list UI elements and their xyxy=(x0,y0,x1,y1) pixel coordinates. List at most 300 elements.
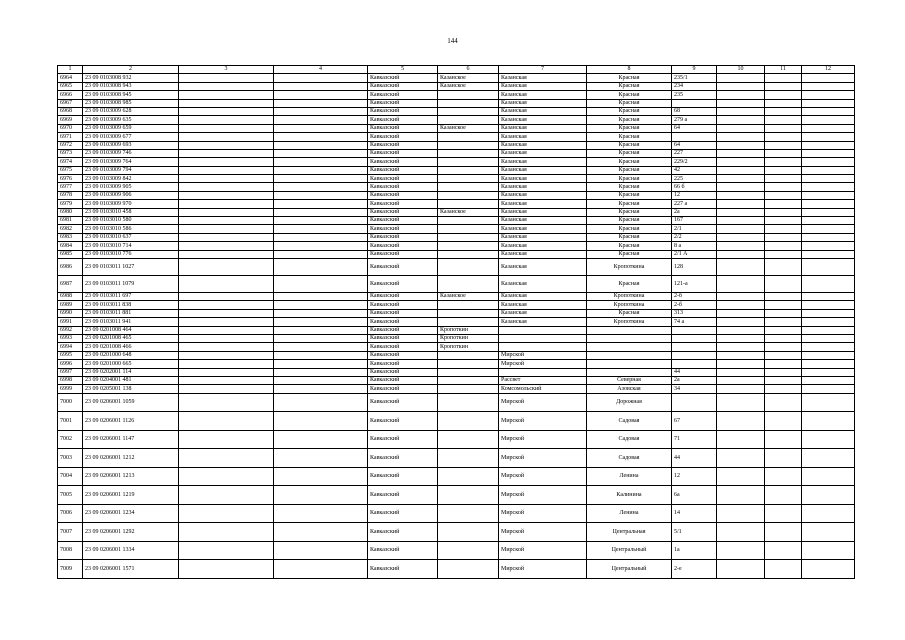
street-cell: Кропоткина xyxy=(587,301,672,309)
empty-cell xyxy=(179,242,274,250)
locality-cell: Казанская xyxy=(499,242,587,250)
locality-cell: Казанская xyxy=(499,200,587,208)
column-header: 7 xyxy=(499,66,587,74)
empty-cell xyxy=(179,107,274,115)
cadastral-code-cell: 23 09 0103008 945 xyxy=(83,91,179,99)
cadastral-code-cell: 23 09 0201008 466 xyxy=(83,343,179,351)
row-number-cell: 7002 xyxy=(58,430,83,449)
column-header: 9 xyxy=(672,66,717,74)
row-number-cell: 6980 xyxy=(58,208,83,216)
empty-cell xyxy=(179,343,274,351)
locality-cell: Казанская xyxy=(499,74,587,82)
settlement-cell: Казанское xyxy=(438,74,499,82)
empty-cell xyxy=(274,141,368,149)
page-number: 144 xyxy=(447,37,458,45)
settlement-cell xyxy=(438,449,499,468)
empty-cell xyxy=(274,233,368,241)
cadastral-code-cell: 23 09 0206001 1219 xyxy=(83,486,179,505)
empty-cell xyxy=(717,91,765,99)
empty-cell xyxy=(802,343,855,351)
empty-cell xyxy=(765,541,802,560)
empty-cell xyxy=(717,99,765,107)
empty-cell xyxy=(717,107,765,115)
street-cell: Красная xyxy=(587,124,672,132)
empty-cell xyxy=(717,318,765,326)
cadastral-code-cell: 23 09 0103008 943 xyxy=(83,82,179,90)
empty-cell xyxy=(765,208,802,216)
empty-cell xyxy=(717,292,765,300)
empty-cell xyxy=(717,504,765,523)
empty-cell xyxy=(802,309,855,317)
empty-cell xyxy=(765,301,802,309)
settlement-cell xyxy=(438,309,499,317)
house-number-cell: 235/1 xyxy=(672,74,717,82)
cadastral-code-cell: 23 09 0206001 1292 xyxy=(83,523,179,542)
row-number-cell: 6986 xyxy=(58,258,83,275)
table-row xyxy=(58,233,855,241)
empty-cell xyxy=(717,309,765,317)
district-cell: Кавказский xyxy=(368,467,438,486)
empty-cell xyxy=(802,275,855,292)
row-number-cell: 6970 xyxy=(58,124,83,132)
table-row xyxy=(58,217,855,225)
empty-cell xyxy=(179,141,274,149)
empty-cell xyxy=(179,376,274,384)
row-number-cell: 6993 xyxy=(58,334,83,342)
empty-cell xyxy=(802,74,855,82)
district-cell: Кавказский xyxy=(368,301,438,309)
row-number-cell: 6965 xyxy=(58,82,83,90)
empty-cell xyxy=(717,149,765,157)
empty-cell xyxy=(802,560,855,579)
row-number-cell: 6977 xyxy=(58,183,83,191)
empty-cell xyxy=(274,309,368,317)
district-cell: Кавказский xyxy=(368,376,438,384)
empty-cell xyxy=(717,208,765,216)
table-row xyxy=(58,292,855,300)
empty-cell xyxy=(765,258,802,275)
locality-cell: Мирской xyxy=(499,504,587,523)
empty-cell xyxy=(274,385,368,393)
empty-cell xyxy=(717,393,765,412)
empty-cell xyxy=(274,91,368,99)
empty-cell xyxy=(717,242,765,250)
empty-cell xyxy=(717,74,765,82)
settlement-cell xyxy=(438,107,499,115)
cadastral-code-cell: 23 09 0103011 838 xyxy=(83,301,179,309)
house-number-cell: 167 xyxy=(672,217,717,225)
empty-cell xyxy=(802,486,855,505)
settlement-cell: Казанское xyxy=(438,82,499,90)
empty-cell xyxy=(765,133,802,141)
district-cell: Кавказский xyxy=(368,309,438,317)
settlement-cell xyxy=(438,301,499,309)
empty-cell xyxy=(717,301,765,309)
settlement-cell xyxy=(438,250,499,258)
empty-cell xyxy=(765,191,802,199)
locality-cell: Казанская xyxy=(499,191,587,199)
settlement-cell xyxy=(438,430,499,449)
empty-cell xyxy=(765,449,802,468)
empty-cell xyxy=(179,504,274,523)
district-cell: Кавказский xyxy=(368,318,438,326)
street-cell: Красная xyxy=(587,166,672,174)
table-row xyxy=(58,430,855,449)
table-row xyxy=(58,368,855,376)
cadastral-code-cell: 23 09 0103009 628 xyxy=(83,107,179,115)
row-number-cell: 7005 xyxy=(58,486,83,505)
table-row xyxy=(58,449,855,468)
empty-cell xyxy=(179,523,274,542)
district-cell: Кавказский xyxy=(368,191,438,199)
street-cell: Красная xyxy=(587,149,672,157)
empty-cell xyxy=(274,301,368,309)
empty-cell xyxy=(274,74,368,82)
empty-cell xyxy=(717,82,765,90)
empty-cell xyxy=(179,250,274,258)
empty-cell xyxy=(717,360,765,368)
settlement-cell xyxy=(438,200,499,208)
street-cell: Красная xyxy=(587,275,672,292)
house-number-cell: 5/1 xyxy=(672,523,717,542)
empty-cell xyxy=(717,486,765,505)
settlement-cell xyxy=(438,141,499,149)
settlement-cell xyxy=(438,523,499,542)
empty-cell xyxy=(717,541,765,560)
row-number-cell: 6969 xyxy=(58,116,83,124)
empty-cell xyxy=(802,225,855,233)
street-cell: Калинина xyxy=(587,486,672,505)
empty-cell xyxy=(765,200,802,208)
empty-cell xyxy=(274,393,368,412)
empty-cell xyxy=(179,541,274,560)
empty-cell xyxy=(765,430,802,449)
empty-cell xyxy=(179,292,274,300)
cadastral-code-cell: 23 09 0103011 1027 xyxy=(83,258,179,275)
locality-cell: Казанская xyxy=(499,208,587,216)
empty-cell xyxy=(765,217,802,225)
cadastral-code-cell: 23 09 0103009 794 xyxy=(83,166,179,174)
empty-cell xyxy=(717,258,765,275)
cadastral-code-cell: 23 09 0103011 1079 xyxy=(83,275,179,292)
empty-cell xyxy=(179,124,274,132)
house-number-cell: 1а xyxy=(672,541,717,560)
locality-cell xyxy=(499,334,587,342)
cadastral-code-cell: 23 09 0206001 1234 xyxy=(83,504,179,523)
empty-cell xyxy=(765,504,802,523)
empty-cell xyxy=(274,183,368,191)
empty-cell xyxy=(274,242,368,250)
row-number-cell: 6981 xyxy=(58,217,83,225)
settlement-cell xyxy=(438,233,499,241)
empty-cell xyxy=(765,376,802,384)
table-row xyxy=(58,309,855,317)
district-cell: Кавказский xyxy=(368,166,438,174)
table-row xyxy=(58,326,855,334)
cadastral-code-cell: 23 09 0103010 776 xyxy=(83,250,179,258)
street-cell: Красная xyxy=(587,82,672,90)
empty-cell xyxy=(179,486,274,505)
row-number-cell: 6992 xyxy=(58,326,83,334)
empty-cell xyxy=(717,133,765,141)
row-number-cell: 7004 xyxy=(58,467,83,486)
empty-cell xyxy=(274,318,368,326)
district-cell: Кавказский xyxy=(368,183,438,191)
district-cell: Кавказский xyxy=(368,560,438,579)
district-cell: Кавказский xyxy=(368,158,438,166)
district-cell: Кавказский xyxy=(368,541,438,560)
settlement-cell xyxy=(438,175,499,183)
street-cell: Красная xyxy=(587,107,672,115)
empty-cell xyxy=(179,208,274,216)
empty-cell xyxy=(802,523,855,542)
table-row xyxy=(58,258,855,275)
empty-cell xyxy=(179,360,274,368)
empty-cell xyxy=(765,183,802,191)
column-header: 11 xyxy=(765,66,802,74)
house-number-cell: 279 а xyxy=(672,116,717,124)
cadastral-code-cell: 23 09 0206001 1059 xyxy=(83,393,179,412)
street-cell: Красная xyxy=(587,309,672,317)
empty-cell xyxy=(717,430,765,449)
cadastral-code-cell: 23 09 0201008 465 xyxy=(83,334,179,342)
table-row xyxy=(58,166,855,174)
street-cell: Красная xyxy=(587,158,672,166)
empty-cell xyxy=(274,292,368,300)
empty-cell xyxy=(274,225,368,233)
empty-cell xyxy=(765,166,802,174)
cadastral-code-cell: 23 09 0103009 746 xyxy=(83,149,179,157)
house-number-cell xyxy=(672,393,717,412)
district-cell: Кавказский xyxy=(368,91,438,99)
street-cell xyxy=(587,326,672,334)
empty-cell xyxy=(802,200,855,208)
table-row xyxy=(58,158,855,166)
empty-cell xyxy=(717,141,765,149)
locality-cell: Казанская xyxy=(499,318,587,326)
row-number-cell: 6968 xyxy=(58,107,83,115)
cadastral-code-cell: 23 09 0103009 970 xyxy=(83,200,179,208)
empty-cell xyxy=(274,149,368,157)
empty-cell xyxy=(802,175,855,183)
street-cell: Красная xyxy=(587,250,672,258)
empty-cell xyxy=(802,449,855,468)
district-cell: Кавказский xyxy=(368,149,438,157)
locality-cell: Мирской xyxy=(499,351,587,359)
empty-cell xyxy=(274,158,368,166)
settlement-cell xyxy=(438,360,499,368)
empty-cell xyxy=(802,258,855,275)
settlement-cell xyxy=(438,166,499,174)
locality-cell: Мирской xyxy=(499,467,587,486)
house-number-cell: 66 б xyxy=(672,183,717,191)
street-cell: Красная xyxy=(587,200,672,208)
locality-cell: Мирской xyxy=(499,412,587,431)
empty-cell xyxy=(802,430,855,449)
house-number-cell: 14 xyxy=(672,504,717,523)
district-cell: Кавказский xyxy=(368,124,438,132)
column-header: 12 xyxy=(802,66,855,74)
street-cell: Садовая xyxy=(587,449,672,468)
empty-cell xyxy=(179,200,274,208)
row-number-cell: 6995 xyxy=(58,351,83,359)
row-number-cell: 6987 xyxy=(58,275,83,292)
table-row xyxy=(58,116,855,124)
table-row xyxy=(58,360,855,368)
street-cell: Красная xyxy=(587,191,672,199)
house-number-cell: 34 xyxy=(672,385,717,393)
empty-cell xyxy=(802,360,855,368)
empty-cell xyxy=(274,99,368,107)
settlement-cell xyxy=(438,217,499,225)
settlement-cell xyxy=(438,116,499,124)
empty-cell xyxy=(179,258,274,275)
row-number-cell: 6982 xyxy=(58,225,83,233)
empty-cell xyxy=(765,351,802,359)
empty-cell xyxy=(274,486,368,505)
street-cell xyxy=(587,368,672,376)
cadastral-code-cell: 23 09 0206001 1213 xyxy=(83,467,179,486)
empty-cell xyxy=(274,191,368,199)
empty-cell xyxy=(717,116,765,124)
empty-cell xyxy=(274,467,368,486)
column-header: 8 xyxy=(587,66,672,74)
empty-cell xyxy=(765,91,802,99)
row-number-cell: 6997 xyxy=(58,368,83,376)
empty-cell xyxy=(274,504,368,523)
district-cell: Кавказский xyxy=(368,351,438,359)
empty-cell xyxy=(717,351,765,359)
settlement-cell xyxy=(438,412,499,431)
street-cell: Центральный xyxy=(587,560,672,579)
empty-cell xyxy=(802,149,855,157)
district-cell: Кавказский xyxy=(368,233,438,241)
empty-cell xyxy=(274,217,368,225)
empty-cell xyxy=(274,175,368,183)
empty-cell xyxy=(802,233,855,241)
table-row xyxy=(58,183,855,191)
locality-cell: Казанская xyxy=(499,275,587,292)
empty-cell xyxy=(179,166,274,174)
row-number-cell: 6967 xyxy=(58,99,83,107)
empty-cell xyxy=(765,233,802,241)
house-number-cell: 12 xyxy=(672,191,717,199)
house-number-cell: 128 xyxy=(672,258,717,275)
row-number-cell: 7001 xyxy=(58,412,83,431)
empty-cell xyxy=(765,343,802,351)
row-number-cell: 6964 xyxy=(58,74,83,82)
empty-cell xyxy=(179,560,274,579)
empty-cell xyxy=(274,523,368,542)
cadastral-code-cell: 23 09 0206001 1126 xyxy=(83,412,179,431)
locality-cell: Мирской xyxy=(499,560,587,579)
empty-cell xyxy=(765,250,802,258)
house-number-cell xyxy=(672,99,717,107)
table-row xyxy=(58,124,855,132)
table-row xyxy=(58,242,855,250)
empty-cell xyxy=(717,233,765,241)
cadastral-code-cell: 23 09 0103011 941 xyxy=(83,318,179,326)
street-cell: Красная xyxy=(587,175,672,183)
column-header: 5 xyxy=(368,66,438,74)
empty-cell xyxy=(179,225,274,233)
empty-cell xyxy=(274,376,368,384)
empty-cell xyxy=(765,523,802,542)
cadastral-code-cell: 23 09 0206001 1334 xyxy=(83,541,179,560)
empty-cell xyxy=(802,124,855,132)
empty-cell xyxy=(765,486,802,505)
table-row xyxy=(58,250,855,258)
table-row xyxy=(58,393,855,412)
row-number-cell: 7003 xyxy=(58,449,83,468)
street-cell: Дорожная xyxy=(587,393,672,412)
empty-cell xyxy=(765,82,802,90)
settlement-cell xyxy=(438,318,499,326)
district-cell: Кавказский xyxy=(368,133,438,141)
empty-cell xyxy=(802,158,855,166)
row-number-cell: 6999 xyxy=(58,385,83,393)
settlement-cell xyxy=(438,183,499,191)
empty-cell xyxy=(802,250,855,258)
locality-cell: Казанская xyxy=(499,258,587,275)
street-cell: Красная xyxy=(587,133,672,141)
street-cell: Красная xyxy=(587,225,672,233)
table-row xyxy=(58,318,855,326)
empty-cell xyxy=(179,393,274,412)
locality-cell: Казанская xyxy=(499,124,587,132)
street-cell xyxy=(587,343,672,351)
empty-cell xyxy=(274,368,368,376)
column-header: 10 xyxy=(717,66,765,74)
empty-cell xyxy=(274,124,368,132)
row-number-cell: 6978 xyxy=(58,191,83,199)
street-cell: Красная xyxy=(587,242,672,250)
empty-cell xyxy=(179,449,274,468)
street-cell: Ленина xyxy=(587,467,672,486)
empty-cell xyxy=(179,385,274,393)
cadastral-code-cell: 23 09 0201000 665 xyxy=(83,360,179,368)
district-cell: Кавказский xyxy=(368,275,438,292)
house-number-cell: 64 xyxy=(672,141,717,149)
empty-cell xyxy=(179,158,274,166)
street-cell: Красная xyxy=(587,91,672,99)
empty-cell xyxy=(765,107,802,115)
empty-cell xyxy=(802,107,855,115)
empty-cell xyxy=(179,233,274,241)
row-number-cell: 6996 xyxy=(58,360,83,368)
empty-cell xyxy=(802,412,855,431)
row-number-cell: 6973 xyxy=(58,149,83,157)
empty-cell xyxy=(765,99,802,107)
district-cell: Кавказский xyxy=(368,208,438,216)
empty-cell xyxy=(765,560,802,579)
table-row xyxy=(58,560,855,579)
table-row xyxy=(58,523,855,542)
empty-cell xyxy=(802,217,855,225)
empty-cell xyxy=(179,82,274,90)
row-number-cell: 6998 xyxy=(58,376,83,384)
empty-cell xyxy=(274,258,368,275)
empty-cell xyxy=(765,175,802,183)
settlement-cell xyxy=(438,486,499,505)
empty-cell xyxy=(765,318,802,326)
empty-cell xyxy=(802,183,855,191)
empty-cell xyxy=(717,158,765,166)
locality-cell: Мирской xyxy=(499,430,587,449)
house-number-cell: 2/1 xyxy=(672,225,717,233)
district-cell: Кавказский xyxy=(368,200,438,208)
locality-cell: Казанская xyxy=(499,309,587,317)
